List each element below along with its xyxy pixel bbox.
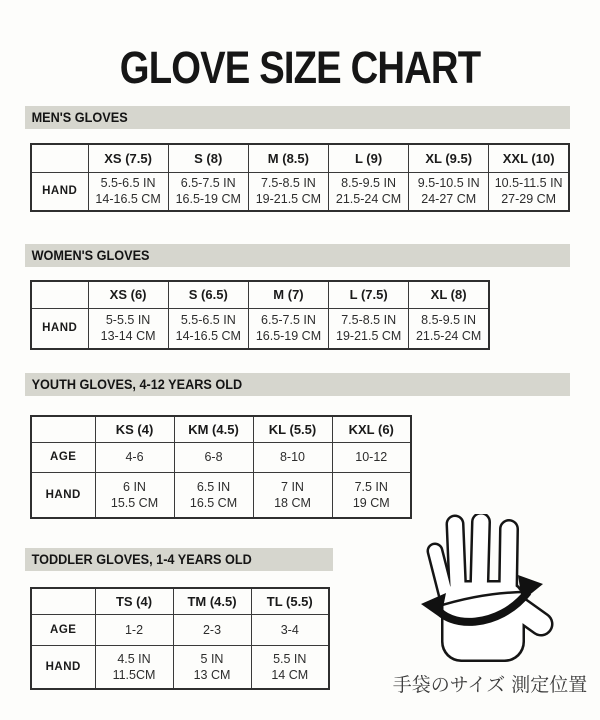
- section-bar-mens: [25, 106, 570, 129]
- cell-line: 5-5.5 IN: [105, 313, 151, 328]
- size-value-cell: [88, 308, 168, 349]
- size-value-cell: [88, 172, 168, 211]
- size-value-cell: [489, 172, 569, 211]
- corner-cell: [31, 144, 88, 172]
- size-value-cell: [95, 472, 174, 518]
- size-value-cell: [253, 472, 332, 518]
- cell-line: 8.5-9.5 IN: [341, 176, 396, 191]
- cell-line: 8-10: [279, 450, 306, 464]
- size-value-cell: [173, 645, 251, 689]
- size-column-header: XS (6): [88, 281, 168, 308]
- size-column-header: XL (9.5): [409, 144, 489, 172]
- section-bar-youth: [25, 373, 570, 396]
- cell-line: 3-4: [280, 622, 299, 637]
- cell-line: 5.5-6.5 IN: [100, 176, 156, 191]
- cell-line: 7.5-8.5 IN: [341, 313, 397, 328]
- row-label: HAND: [31, 472, 95, 518]
- size-value-cell: [329, 308, 409, 349]
- section-heading-womens: WOMEN'S GLOVES: [31, 248, 150, 263]
- cell-line: 13-14 CM: [100, 329, 156, 344]
- cell-line: 14-16.5 CM: [95, 192, 161, 207]
- size-column-header: TM (4.5): [173, 588, 251, 614]
- cell-line: 10.5-11.5 IN: [494, 176, 563, 191]
- cell-line: 15.5 CM: [110, 495, 159, 510]
- row-label: HAND: [31, 308, 88, 349]
- cell-line: 4.5 IN: [117, 651, 151, 666]
- page-title: GLOVE SIZE CHART: [119, 42, 481, 93]
- hand-measurement-illustration: [403, 514, 588, 666]
- size-column-header: XS (7.5): [88, 144, 168, 172]
- cell-line: 19-21.5 CM: [255, 192, 322, 207]
- corner-cell: [31, 281, 88, 308]
- size-column-header: L (9): [328, 144, 408, 172]
- hand-icon: [403, 514, 588, 666]
- cell-line: 5 IN: [200, 651, 224, 666]
- cell-line: 7.5-8.5 IN: [260, 176, 316, 191]
- size-value-cell: [253, 442, 332, 472]
- cell-line: 18 CM: [274, 495, 311, 510]
- row-label: AGE: [31, 442, 95, 472]
- size-column-header: M (8.5): [248, 144, 328, 172]
- size-column-header: M (7): [248, 281, 328, 308]
- corner-cell: [31, 416, 95, 442]
- size-value-cell: [251, 614, 329, 645]
- cell-line: 7.5 IN: [354, 479, 388, 494]
- row-label: HAND: [31, 645, 95, 689]
- cell-line: 21.5-24 CM: [415, 329, 482, 344]
- cell-line: 24-27 CM: [421, 192, 477, 207]
- cell-line: 2-3: [202, 622, 222, 637]
- section-bar-toddler: [25, 548, 333, 571]
- cell-line: 6.5-7.5 IN: [261, 313, 316, 328]
- cell-line: 19-21.5 CM: [336, 329, 402, 344]
- size-value-cell: [174, 442, 253, 472]
- sizes-table-womens: [30, 280, 490, 350]
- size-column-header: KL (5.5): [253, 416, 332, 442]
- size-column-header: KM (4.5): [174, 416, 253, 442]
- cell-line: 16.5 CM: [189, 495, 238, 510]
- size-column-header: XL (8): [409, 281, 489, 308]
- cell-line: 6.5 IN: [196, 479, 231, 494]
- cell-line: 27-29 CM: [501, 192, 557, 207]
- cell-line: 19 CM: [352, 495, 390, 510]
- cell-line: 16.5-19 CM: [175, 192, 241, 207]
- cell-line: 5.5 IN: [273, 651, 307, 666]
- cell-line: 6.5-7.5 IN: [180, 176, 236, 191]
- size-value-cell: [248, 172, 328, 211]
- size-column-header: S (6.5): [168, 281, 248, 308]
- sizes-table-mens: [30, 143, 570, 212]
- row-label: AGE: [31, 614, 95, 645]
- size-value-cell: [332, 472, 411, 518]
- size-column-header: KS (4): [95, 416, 174, 442]
- size-value-cell: [95, 645, 173, 689]
- sizes-table-toddler: [30, 587, 330, 690]
- cell-line: 16.5-19 CM: [255, 329, 322, 344]
- cell-line: 5.5-6.5 IN: [180, 313, 236, 328]
- cell-line: 1-2: [124, 622, 144, 637]
- size-column-header: TL (5.5): [251, 588, 329, 614]
- cell-line: 11.5CM: [112, 667, 156, 682]
- cell-line: 7 IN: [281, 479, 304, 494]
- cell-line: 4-6: [125, 450, 144, 464]
- cell-line: 14-16.5 CM: [175, 329, 241, 344]
- size-column-header: S (8): [168, 144, 248, 172]
- section-bar-womens: [25, 244, 570, 267]
- row-label: HAND: [31, 172, 88, 211]
- size-column-header: L (7.5): [329, 281, 409, 308]
- section-heading-mens: MEN'S GLOVES: [31, 110, 128, 125]
- size-column-header: XXL (10): [489, 144, 569, 172]
- cell-line: 6 IN: [123, 479, 146, 494]
- size-value-cell: [174, 472, 253, 518]
- section-heading-toddler: TODDLER GLOVES, 1-4 YEARS OLD: [31, 552, 252, 567]
- cell-line: 10-12: [355, 450, 388, 464]
- size-value-cell: [409, 308, 489, 349]
- corner-cell: [31, 588, 95, 614]
- cell-line: 21.5-24 CM: [335, 192, 402, 207]
- size-value-cell: [332, 442, 411, 472]
- cell-line: 9.5-10.5 IN: [417, 176, 480, 191]
- size-value-cell: [409, 172, 489, 211]
- cell-line: 14 CM: [271, 667, 309, 682]
- size-column-header: KXL (6): [332, 416, 411, 442]
- size-value-cell: [328, 172, 408, 211]
- size-column-header: TS (4): [95, 588, 173, 614]
- sizes-table-youth: [30, 415, 412, 519]
- cell-line: 6-8: [204, 450, 223, 464]
- size-value-cell: [248, 308, 328, 349]
- size-value-cell: [95, 442, 174, 472]
- size-value-cell: [95, 614, 173, 645]
- size-value-cell: [251, 645, 329, 689]
- cell-line: 13 CM: [193, 667, 231, 682]
- cell-line: 8.5-9.5 IN: [421, 313, 477, 328]
- size-value-cell: [173, 614, 251, 645]
- section-heading-youth: YOUTH GLOVES, 4-12 YEARS OLD: [31, 377, 243, 392]
- size-value-cell: [168, 172, 248, 211]
- size-value-cell: [168, 308, 248, 349]
- measure-caption-japanese: 手袋のサイズ 測定位置: [392, 674, 588, 696]
